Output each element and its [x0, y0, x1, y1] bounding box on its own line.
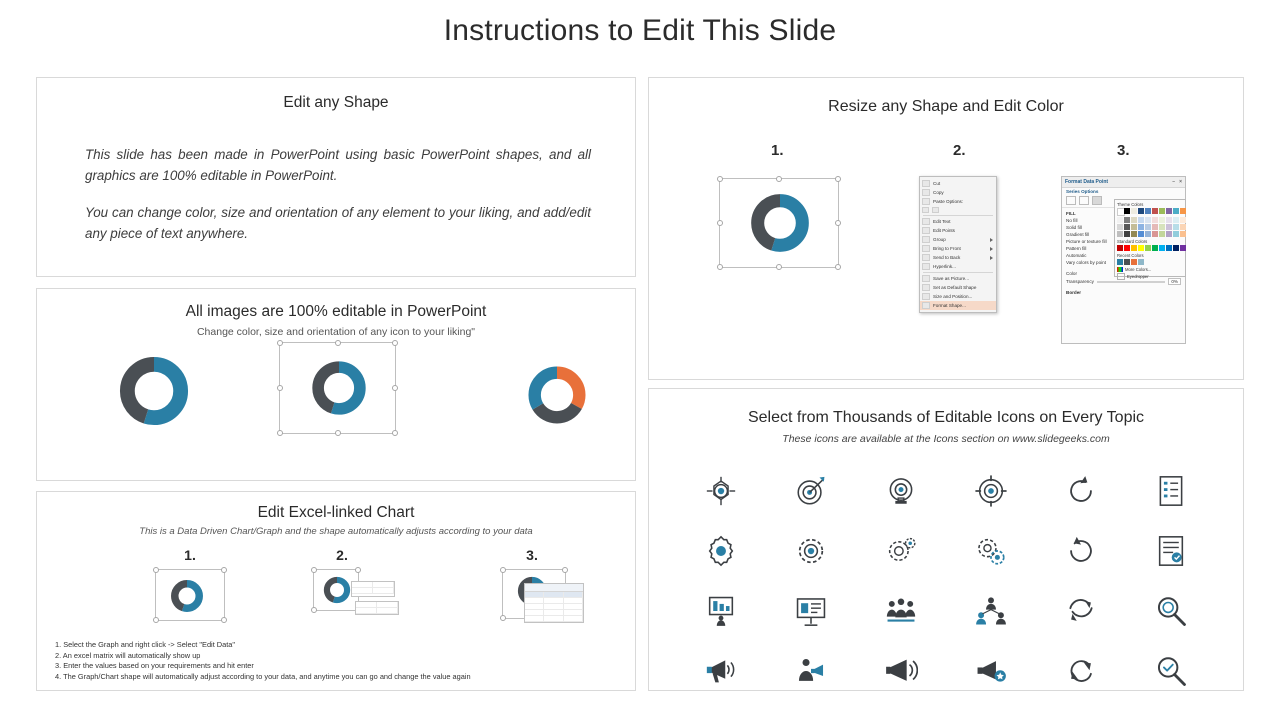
excel-sheet-titlebar — [525, 584, 583, 592]
effects-tab-icon[interactable] — [1079, 196, 1089, 205]
chart-tab-icon[interactable] — [1092, 196, 1102, 205]
color-swatch[interactable] — [1166, 231, 1172, 237]
resize-handle-top-left[interactable] — [277, 340, 283, 346]
fill-option-no-fill[interactable]: No fill — [1066, 218, 1078, 223]
panel-resize-and-color — [648, 77, 1244, 380]
color-swatch[interactable] — [1145, 245, 1151, 251]
context-menu-label: Copy — [933, 190, 944, 195]
icon-magnifier-check-icon[interactable] — [1154, 654, 1188, 688]
context-menu-item-size-and-position[interactable] — [920, 292, 996, 301]
donut-chart-blue-gray — [117, 354, 191, 428]
panel-icons-title: Select from Thousands of Editable Icons on Every Topic — [747, 409, 1145, 426]
color-swatch[interactable] — [1117, 231, 1123, 237]
panel-resize-title: Resize any Shape and Edit Color — [828, 98, 1064, 115]
resize-handle-bottom-left[interactable] — [311, 607, 317, 613]
icon-people-network-icon[interactable] — [974, 594, 1008, 628]
color-swatch[interactable] — [1166, 224, 1172, 230]
color-swatch[interactable] — [1173, 208, 1179, 214]
submenu-arrow-icon — [990, 238, 993, 242]
excel-instruction-3: 3. Enter the values based on your requirements and hit enter — [55, 661, 254, 671]
icon-refresh-clockwise-icon[interactable] — [1064, 474, 1098, 508]
context-menu-label: Edit Points — [933, 228, 955, 233]
context-menu-label: Size and Position... — [933, 294, 973, 299]
resize-handle-bottom-center[interactable] — [335, 430, 341, 436]
edit-points-icon — [922, 227, 930, 234]
save-picture-icon — [922, 275, 930, 282]
panel-excel-subtitle: This is a Data Driven Chart/Graph and the shape automatically adjusts according to your data — [139, 526, 533, 537]
context-menu-label: Bring to Front — [933, 246, 961, 251]
color-swatch[interactable] — [1152, 217, 1158, 223]
color-swatch[interactable] — [1124, 231, 1130, 237]
hyperlink-icon — [922, 263, 930, 270]
resize-handle-top-right[interactable] — [562, 567, 568, 573]
resize-handle-bottom-right[interactable] — [835, 264, 841, 270]
color-swatch[interactable] — [1159, 208, 1165, 214]
excel-step-3-visual — [502, 569, 598, 625]
theme-colors-tints-row1[interactable] — [1117, 217, 1183, 223]
format-pane-title: Format Data Point — [1065, 179, 1109, 185]
icon-circular-arrows-icon[interactable] — [1064, 654, 1098, 688]
context-menu-label: Format Shape... — [933, 303, 966, 308]
color-swatch[interactable] — [1152, 224, 1158, 230]
format-pane-titlebar — [1062, 177, 1185, 188]
icon-gears-multiple-icon[interactable] — [974, 534, 1008, 568]
color-swatch[interactable] — [1131, 231, 1137, 237]
fill-tab-icon[interactable] — [1066, 196, 1076, 205]
icon-sync-arrows-icon[interactable] — [1064, 594, 1098, 628]
paste-option-icon[interactable] — [922, 207, 929, 213]
shape-selection-box[interactable] — [279, 342, 396, 434]
panel-edit-any-shape — [36, 77, 636, 277]
color-swatch[interactable] — [1145, 231, 1151, 237]
resize-handle-top-right[interactable] — [835, 176, 841, 182]
resize-handle-bottom-left[interactable] — [277, 430, 283, 436]
color-swatch[interactable] — [1138, 231, 1144, 237]
color-swatch[interactable] — [1166, 208, 1172, 214]
color-swatch[interactable] — [1152, 245, 1158, 251]
icon-whiteboard-presentation-icon[interactable] — [794, 594, 828, 628]
context-menu-label: Paste Options: — [933, 199, 964, 204]
icon-magnifier-search-icon[interactable] — [1154, 594, 1188, 628]
theme-colors-tints-row3[interactable] — [1117, 231, 1183, 237]
resize-selection-box[interactable] — [719, 178, 839, 268]
send-to-back-icon — [922, 254, 930, 261]
icon-dart-target-icon[interactable] — [794, 474, 828, 508]
excel-step-number-2: 2. — [336, 547, 348, 563]
edit-shape-paragraph-2: You can change color, size and orientation of any element to your liking, and add/edit any piece of text anywhere. — [85, 205, 591, 241]
fill-option-gradient-fill[interactable]: Gradient fill — [1066, 232, 1090, 237]
resize-handle-top-center[interactable] — [335, 340, 341, 346]
recent-colors-swatches[interactable] — [1117, 259, 1183, 265]
color-swatch[interactable] — [1166, 217, 1172, 223]
color-swatch[interactable] — [1180, 231, 1186, 237]
resize-handle-top-left[interactable] — [717, 176, 723, 182]
excel-data-sheet[interactable] — [524, 583, 584, 623]
icon-person-megaphone-icon[interactable] — [794, 654, 828, 688]
cut-icon — [922, 180, 930, 187]
icon-target-scope-icon[interactable] — [974, 474, 1008, 508]
color-swatch[interactable] — [1124, 259, 1130, 265]
panel-excel-title: Edit Excel-linked Chart — [257, 504, 415, 521]
more-colors-label[interactable]: More Colors... — [1125, 267, 1152, 272]
color-picker-flyout[interactable] — [1114, 199, 1186, 277]
color-swatch[interactable] — [1124, 224, 1130, 230]
color-swatch[interactable] — [1180, 245, 1186, 251]
theme-colors-swatches[interactable] — [1117, 208, 1183, 216]
color-swatch[interactable] — [1173, 245, 1179, 251]
context-menu-label: Cut — [933, 181, 941, 186]
format-shape-icon — [922, 302, 930, 309]
resize-handle-bottom-center[interactable] — [776, 264, 782, 270]
color-swatch[interactable] — [1117, 245, 1123, 251]
color-swatch[interactable] — [1180, 208, 1186, 214]
color-swatch[interactable] — [1131, 259, 1137, 265]
resize-handle-bottom-right[interactable] — [221, 617, 227, 623]
color-swatch[interactable] — [1117, 224, 1123, 230]
paste-icon — [922, 198, 930, 205]
color-swatch[interactable] — [1180, 224, 1186, 230]
default-shape-icon — [922, 284, 930, 291]
resize-handle-top-left[interactable] — [153, 567, 159, 573]
color-swatch[interactable] — [1159, 217, 1165, 223]
context-menu-item-hyperlink[interactable] — [920, 262, 996, 271]
color-swatch[interactable] — [1131, 208, 1137, 214]
panel-excel-linked-chart — [36, 491, 636, 691]
icon-document-check-icon[interactable] — [1155, 534, 1187, 568]
context-menu-item-edit-points[interactable] — [920, 226, 996, 235]
icon-document-list-icon[interactable] — [1155, 474, 1187, 508]
color-swatch[interactable] — [1145, 224, 1151, 230]
resize-handle-bottom-left[interactable] — [153, 617, 159, 623]
series-options-label[interactable]: Series Options — [1066, 189, 1099, 194]
fill-option-picture-fill[interactable]: Picture or texture fill — [1066, 239, 1107, 244]
color-swatch[interactable] — [1166, 245, 1172, 251]
resize-handle-top-left[interactable] — [500, 567, 506, 573]
close-icon[interactable]: × — [1179, 179, 1182, 185]
edit-shape-paragraph-1: This slide has been made in PowerPoint using basic PowerPoint shapes, and all graphics are 100% editable in PowerPoint. — [85, 147, 591, 183]
transparency-label: Transparency — [1066, 279, 1094, 284]
context-menu[interactable] — [919, 176, 997, 313]
donut-chart-small-1 — [170, 579, 204, 613]
panel-icons-subtitle: These icons are available at the Icons section on www.slidegeeks.com — [782, 433, 1110, 445]
page-title: Instructions to Edit This Slide — [443, 14, 837, 47]
context-menu-item-copy[interactable] — [920, 188, 996, 197]
paste-options-row[interactable] — [920, 206, 996, 214]
color-swatch[interactable] — [1159, 231, 1165, 237]
theme-colors-label: Theme Colors — [1117, 202, 1144, 207]
context-menu-label: Save as Picture... — [933, 276, 970, 281]
bring-to-front-icon — [922, 245, 930, 252]
color-swatch[interactable] — [1124, 245, 1130, 251]
donut-chart-orange-blue — [526, 364, 588, 426]
icon-person-presenter-icon[interactable] — [704, 594, 738, 628]
panel-edit-any-shape-title: Edit any Shape — [283, 94, 389, 111]
menu-divider — [923, 272, 993, 273]
panel-images-subtitle: Change color, size and orientation of any icon to your liking" — [196, 326, 476, 338]
color-swatch[interactable] — [1159, 224, 1165, 230]
fill-section-label[interactable]: FILL — [1066, 211, 1076, 216]
context-menu-label: Hyperlink... — [933, 264, 956, 269]
excel-step-number-3: 3. — [526, 547, 538, 563]
excel-instruction-1: 1. Select the Graph and right click -> Select "Edit Data" — [55, 640, 236, 650]
icon-grid — [676, 461, 1216, 701]
donut-chart-small-2 — [323, 576, 351, 604]
icon-gear-settings-icon[interactable] — [704, 534, 738, 568]
context-menu-item-send-to-back[interactable] — [920, 253, 996, 262]
resize-step-number-2: 2. — [953, 142, 966, 159]
more-colors-row[interactable] — [1117, 267, 1183, 272]
paste-option-icon-2[interactable] — [932, 207, 939, 213]
color-swatch[interactable] — [1117, 259, 1123, 265]
resize-handle-bottom-left[interactable] — [500, 615, 506, 621]
donut-chart-selected — [310, 359, 368, 417]
color-swatch[interactable] — [1124, 208, 1130, 214]
eyedropper-row[interactable] — [1117, 273, 1183, 280]
transparency-value[interactable]: 0% — [1168, 278, 1181, 285]
icon-gear-group-icon[interactable] — [884, 534, 918, 568]
resize-handle-bottom-left[interactable] — [717, 264, 723, 270]
format-data-point-pane[interactable] — [1061, 176, 1186, 344]
context-menu-item-group[interactable] — [920, 235, 996, 244]
standard-colors-swatches[interactable] — [1117, 245, 1183, 251]
context-menu-item-paste-options[interactable] — [920, 197, 996, 206]
resize-handle-top-right[interactable] — [355, 567, 361, 573]
icon-refresh-arrow-icon[interactable] — [1064, 534, 1098, 568]
size-position-icon — [922, 293, 930, 300]
donut-sample-row — [37, 344, 635, 454]
color-swatch[interactable] — [1173, 224, 1179, 230]
fill-option-solid-fill[interactable]: Solid fill — [1066, 225, 1082, 230]
fill-option-pattern-fill[interactable]: Pattern fill — [1066, 246, 1087, 251]
resize-handle-middle-right[interactable] — [392, 385, 398, 391]
resize-handle-top-left[interactable] — [311, 567, 317, 573]
color-swatch[interactable] — [1138, 245, 1144, 251]
context-menu-item-bring-to-front[interactable] — [920, 244, 996, 253]
color-swatch[interactable] — [1138, 217, 1144, 223]
color-swatch[interactable] — [1152, 231, 1158, 237]
color-swatch[interactable] — [1117, 217, 1123, 223]
theme-colors-tints-row2[interactable] — [1117, 224, 1183, 230]
resize-handle-middle-right[interactable] — [835, 220, 841, 226]
excel-instructions-list — [55, 640, 471, 682]
icon-target-crosshair-icon[interactable] — [704, 474, 738, 508]
resize-handle-bottom-right[interactable] — [392, 430, 398, 436]
resize-handle-top-right[interactable] — [221, 567, 227, 573]
context-menu-label: Group — [933, 237, 946, 242]
resize-step-number-3: 3. — [1117, 142, 1130, 159]
submenu-arrow-icon — [990, 256, 993, 260]
color-swatch[interactable] — [1138, 208, 1144, 214]
context-menu-item-edit-text[interactable] — [920, 217, 996, 226]
more-colors-icon — [1117, 267, 1123, 272]
resize-handle-top-center[interactable] — [776, 176, 782, 182]
resize-handle-top-right[interactable] — [392, 340, 398, 346]
resize-step-number-1: 1. — [771, 142, 784, 159]
icon-megaphone-announce-icon[interactable] — [704, 654, 738, 688]
resize-handle-middle-left[interactable] — [717, 220, 723, 226]
color-swatch[interactable] — [1152, 208, 1158, 214]
color-swatch[interactable] — [1124, 217, 1130, 223]
eyedropper-icon — [1117, 273, 1125, 280]
color-swatch[interactable] — [1173, 217, 1179, 223]
context-menu-mini-1[interactable] — [351, 581, 395, 597]
color-swatch[interactable] — [1138, 224, 1144, 230]
color-swatch[interactable] — [1138, 259, 1144, 265]
excel-chart-selection-1[interactable] — [155, 569, 225, 621]
color-swatch[interactable] — [1173, 231, 1179, 237]
color-label: Color — [1066, 271, 1077, 276]
icon-loudspeaker-icon[interactable] — [884, 654, 918, 688]
context-menu-mini-2[interactable] — [355, 601, 399, 615]
context-menu-item-set-default-shape[interactable] — [920, 283, 996, 292]
color-swatch[interactable] — [1159, 245, 1165, 251]
color-swatch[interactable] — [1131, 245, 1137, 251]
context-menu-item-cut[interactable] — [920, 179, 996, 188]
excel-instruction-4: 4. The Graph/Chart shape will automatically adjust according to your data, and anytime you can go and change the value again — [55, 671, 471, 681]
group-icon — [922, 236, 930, 243]
color-swatch[interactable] — [1131, 217, 1137, 223]
donut-chart-resize-sample — [749, 192, 811, 254]
standard-colors-label: Standard Colors — [1117, 239, 1148, 244]
edit-text-icon — [922, 218, 930, 225]
context-menu-label: Set as Default Shape — [933, 285, 977, 290]
excel-instruction-2: 2. An excel matrix will automatically show up — [55, 650, 201, 660]
panel-editable-icons — [648, 388, 1244, 691]
panel-images-title: All images are 100% editable in PowerPoint — [185, 303, 487, 320]
eyedropper-label[interactable]: Eyedropper — [1127, 274, 1149, 279]
panel-images-editable — [36, 288, 636, 481]
excel-step-2-visual — [313, 569, 399, 623]
transparency-slider[interactable] — [1097, 281, 1165, 283]
context-menu-label: Edit Text — [933, 219, 951, 224]
resize-handle-middle-left[interactable] — [277, 385, 283, 391]
context-menu-item-format-shape[interactable] — [920, 301, 996, 310]
context-menu-item-save-as-picture[interactable] — [920, 274, 996, 283]
icon-team-group-icon[interactable] — [884, 594, 918, 628]
icon-target-trophy-icon[interactable] — [884, 474, 918, 508]
recent-colors-label: Recent Colors — [1117, 253, 1144, 258]
icon-gear-outline-icon[interactable] — [794, 534, 828, 568]
menu-divider — [923, 215, 993, 216]
border-section-label[interactable]: Border — [1066, 290, 1082, 295]
color-swatch[interactable] — [1180, 217, 1186, 223]
color-swatch[interactable] — [1145, 208, 1151, 214]
minimize-icon[interactable]: – — [1172, 179, 1176, 185]
color-swatch[interactable] — [1131, 224, 1137, 230]
context-menu-label: Send to Back — [933, 255, 961, 260]
icon-megaphone-star-icon[interactable] — [974, 654, 1008, 688]
color-swatch[interactable] — [1145, 217, 1151, 223]
fill-option-automatic[interactable]: Automatic — [1066, 253, 1087, 258]
resize-step-numbers — [649, 142, 1243, 172]
submenu-arrow-icon — [990, 247, 993, 251]
fill-option-vary-colors[interactable]: Vary colors by point — [1066, 260, 1106, 265]
excel-step-number-1: 1. — [184, 547, 196, 563]
copy-icon — [922, 189, 930, 196]
